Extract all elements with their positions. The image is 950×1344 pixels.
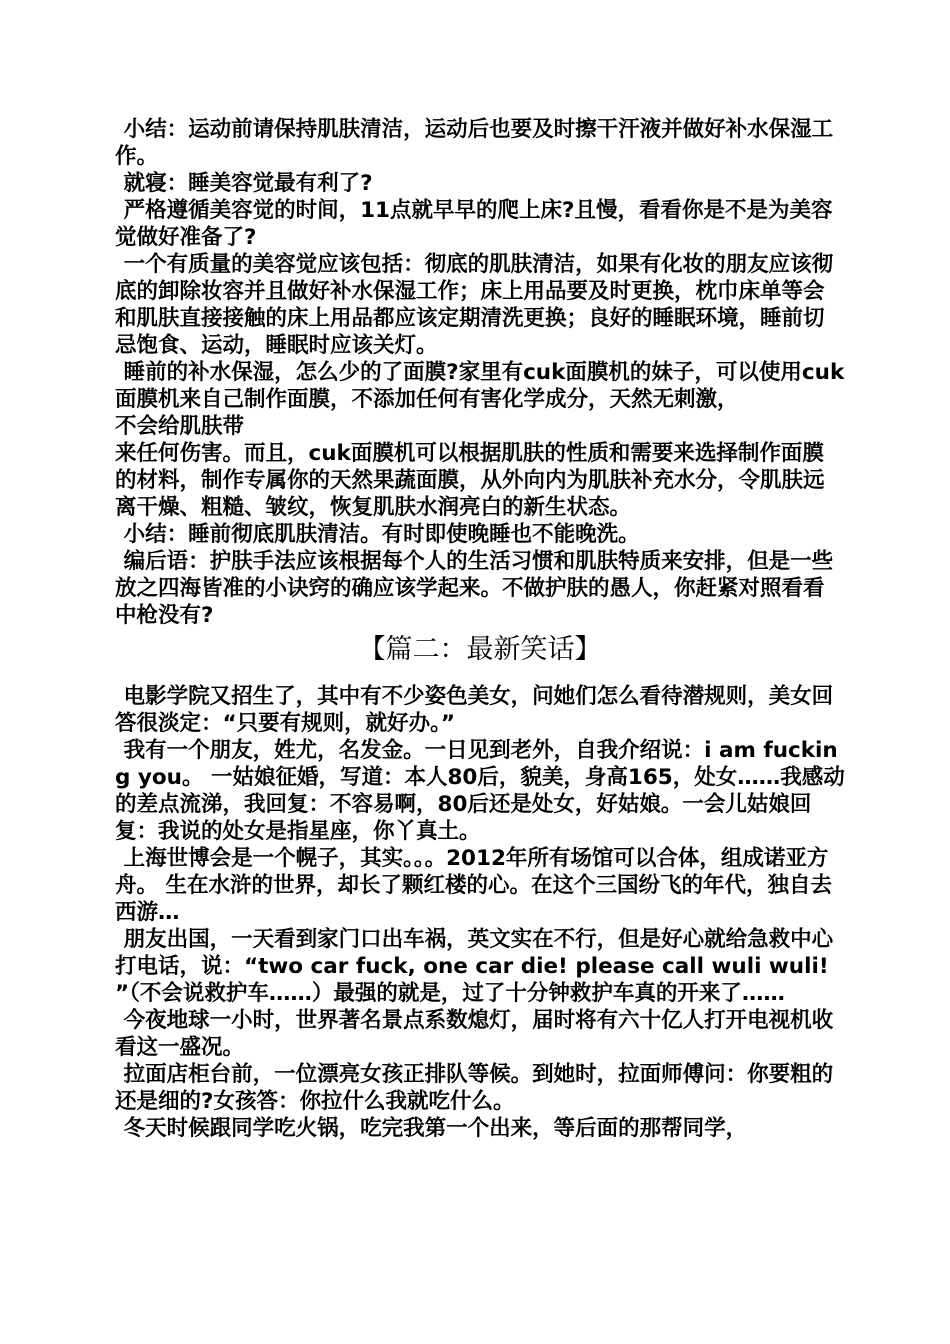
paragraph-summary-exercise: 小结：运动前请保持肌肤清洁，运动后也要及时擦干汗液并做好补水保湿工作。 xyxy=(115,117,834,169)
paragraph-quality-sleep: 一个有质量的美容觉应该包括：彻底的肌肤清洁，如果有化妆的朋友应该彻底的卸除妆容并且做好补水保湿工作；床上用品要及时更换，枕巾床单等会和肌肤直接接触的床上用品都应该定期清洗更换；良好的睡眠环境，睡前切忌饱食、运动，睡眠时应该关灯。 xyxy=(115,252,834,358)
paragraph-bedtime-heading: 就寝：睡美容觉最有利了? xyxy=(123,171,373,196)
joke-earth-hour: 今夜地球一小时，世界著名景点系数熄灯，届时将有六十亿人打开电视机收看这一盛况。 xyxy=(115,1008,834,1060)
joke-friend-name: 我有一个朋友，姓尤，名发金。一日见到老外，自我介绍说：i am fucking you。 一姑娘征婚，写道：本人80后，貌美，身高165，处女……我感动的差点流涕，我回复：不容易啊，80后还是处女，好姑娘。一会儿姑娘回复：我说的处女是指星座，你丫真土。 xyxy=(115,738,845,844)
paragraph-editor-note: 编后语：护肤手法应该根据每个人的生活习惯和肌肤特质来安排，但是一些放之四海皆准的小诀窍的确应该学起来。不做护肤的愚人，你赶紧对照看看中枪没有? xyxy=(115,549,834,628)
paragraph-mask-machine: 睡前的补水保湿，怎么少的了面膜?家里有cuk面膜机的妹子，可以使用cuk面膜机来自己制作面膜，不添加任何有害化学成分，天然无刺激， xyxy=(115,360,845,412)
joke-film-academy: 电影学院又招生了，其中有不少姿色美女，问她们怎么看待潜规则，美女回答很淡定：“只要有规则，就好办。” xyxy=(115,684,834,736)
joke-expo: 上海世博会是一个幌子，其实。。。2012年所有场馆可以合体，组成诺亚方舟。 生在水浒的世界，却长了颗红楼的心。在这个三国纷飞的年代，独自去西游… xyxy=(115,846,832,925)
section-heading: 【篇二：最新笑话】 xyxy=(358,634,602,665)
paragraph-fragment: 不会给肌肤带 xyxy=(115,414,245,439)
paragraph-beauty-sleep-time: 严格遵循美容觉的时间，11点就早早的爬上床?且慢，看看你是不是为美容觉做好准备了? xyxy=(115,198,833,250)
paragraph-summary-sleep: 小结：睡前彻底肌肤清洁。有时即使晚睡也不能晚洗。 xyxy=(123,522,640,547)
paragraph-mask-benefits: 来任何伤害。而且，cuk面膜机可以根据肌肤的性质和需要来选择制作面膜的材料，制作专属你的天然果蔬面膜，从外向内为肌肤补充水分，令肌肤远离干燥、粗糙、皱纹，恢复肌肤水润亮白的新生状态。 xyxy=(115,441,825,520)
joke-noodle-shop: 拉面店柜台前，一位漂亮女孩正排队等候。到她时，拉面师傅问：你要粗的还是细的?女孩答：你拉什么我就吃什么。 xyxy=(115,1062,834,1114)
joke-hotpot: 冬天时候跟同学吃火锅，吃完我第一个出来，等后面的那帮同学， xyxy=(123,1116,748,1141)
joke-car-accident: 朋友出国，一天看到家门口出车祸，英文实在不行，但是好心就给急救中心打电话，说：“two car fuck, one car die! please call wuli wuli! ”（不会说救护车……）最强的就是，过了十分钟救护车真的开来了…… xyxy=(115,927,834,1006)
document-body xyxy=(115,116,845,1142)
